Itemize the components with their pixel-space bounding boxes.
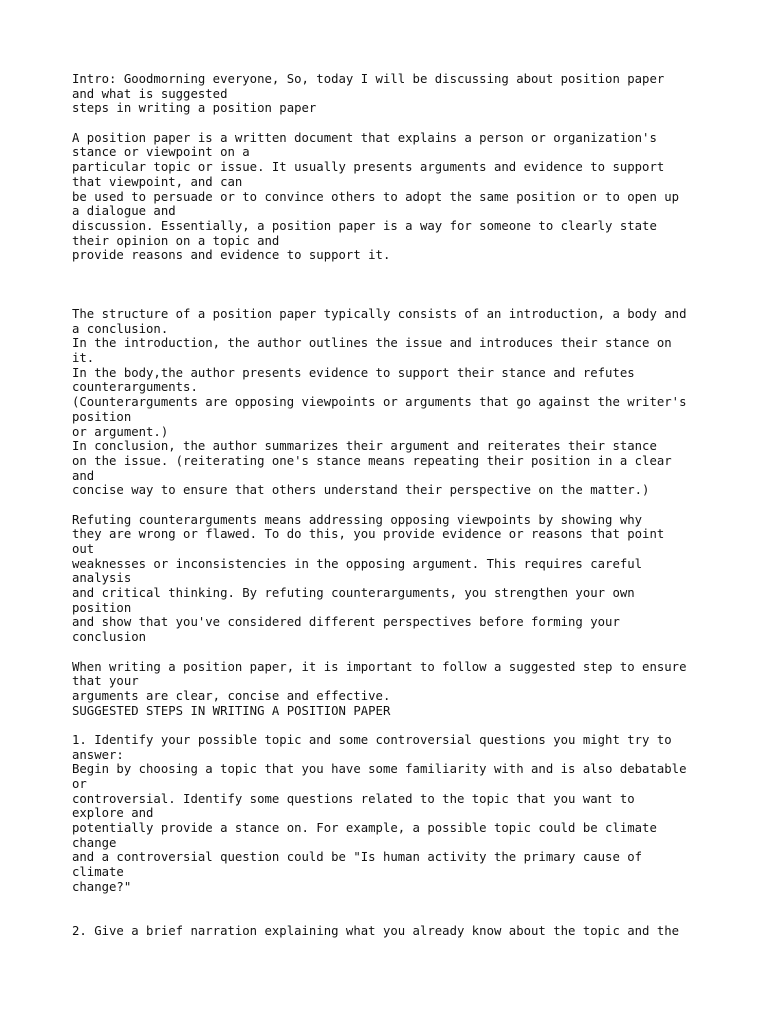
- text-line: change: [72, 835, 117, 850]
- text-line: or argument.): [72, 424, 169, 439]
- blank-line: [72, 718, 712, 733]
- text-line: A position paper is a written document that explains a person or organization's: [72, 130, 657, 145]
- text-line: conclusion: [72, 630, 147, 645]
- text-line: SUGGESTED STEPS IN WRITING A POSITION PAPER: [72, 703, 391, 718]
- text-line: on the issue. (reiterating one's stance means repeating their position in a clear: [72, 453, 672, 468]
- text-line: counterarguments.: [72, 380, 198, 395]
- text-line: it.: [72, 351, 95, 366]
- text-line: answer:: [72, 747, 124, 762]
- blank-line: [72, 895, 712, 910]
- text-line: potentially provide a stance on. For example, a possible topic could be climate: [72, 821, 657, 836]
- text-line: In the introduction, the author outlines the issue and introduces their stance on: [72, 336, 672, 351]
- blank-line: [72, 116, 712, 131]
- text-line: provide reasons and evidence to support it.: [72, 248, 391, 263]
- text-line: and critical thinking. By refuting counterarguments, you strengthen your own: [72, 586, 635, 601]
- text-line: explore and: [72, 806, 154, 821]
- text-line: (Counterarguments are opposing viewpoints or arguments that go against the writer's: [72, 395, 687, 410]
- text-line: Refuting counterarguments means addressing opposing viewpoints by showing why: [72, 512, 643, 527]
- text-line: controversial. Identify some questions related to the topic that you want to: [72, 791, 635, 806]
- text-line: In conclusion, the author summarizes their argument and reiterates their stance: [72, 439, 657, 454]
- text-line: Begin by choosing a topic that you have some familiarity with and is also debatable: [72, 762, 687, 777]
- text-line: change?": [72, 879, 132, 894]
- text-line: In the body,the author presents evidence to support their stance and refutes: [72, 365, 635, 380]
- text-line: and what is suggested: [72, 86, 228, 101]
- text-line: When writing a position paper, it is important to follow a suggested step to ensure: [72, 659, 687, 674]
- text-line: weaknesses or inconsistencies in the opposing argument. This requires careful: [72, 556, 643, 571]
- text-line: The structure of a position paper typically consists of an introduction, a body and: [72, 307, 687, 321]
- text-line: arguments are clear, concise and effective.: [72, 688, 391, 703]
- document-body: [72, 72, 712, 939]
- text-line: stance or viewpoint on a: [72, 145, 250, 160]
- text-line: 1. Identify your possible topic and some controversial questions you might try to: [72, 732, 672, 747]
- text-line: they are wrong or flawed. To do this, you provide evidence or reasons that point: [72, 527, 665, 542]
- blank-line: [72, 278, 712, 293]
- blank-line: [72, 645, 712, 660]
- text-line: be used to persuade or to convince others to adopt the same position or to open up: [72, 189, 680, 204]
- text-line: and a controversial question could be "Is human activity the primary cause of: [72, 850, 643, 865]
- text-line: concise way to ensure that others understand their perspective on the matter.): [72, 483, 650, 498]
- text-line: position: [72, 409, 132, 424]
- text-line: that your: [72, 674, 139, 689]
- blank-line: [72, 292, 712, 307]
- text-line: a conclusion.: [72, 321, 169, 336]
- text-line: analysis: [72, 571, 132, 586]
- blank-line: [72, 263, 712, 278]
- text-line: climate: [72, 865, 124, 880]
- text-line: 2. Give a brief narration explaining what you already know about the topic and the: [72, 923, 680, 938]
- blank-line: [72, 909, 712, 924]
- text-line: and: [72, 468, 95, 483]
- text-line: position: [72, 600, 132, 615]
- text-line: particular topic or issue. It usually presents arguments and evidence to support: [72, 160, 665, 175]
- text-line: discussion. Essentially, a position paper is a way for someone to clearly state: [72, 218, 657, 233]
- text-line: their opinion on a topic and: [72, 233, 280, 248]
- text-line: steps in writing a position paper: [72, 101, 317, 116]
- text-line: out: [72, 542, 95, 556]
- text-line: Intro: Goodmorning everyone, So, today I will be discussing about position paper: [72, 72, 665, 86]
- text-line: and show that you've considered different perspectives before forming your: [72, 615, 620, 630]
- text-line: or: [72, 777, 87, 791]
- blank-line: [72, 498, 712, 513]
- text-line: a dialogue and: [72, 204, 176, 219]
- text-line: that viewpoint, and can: [72, 174, 243, 189]
